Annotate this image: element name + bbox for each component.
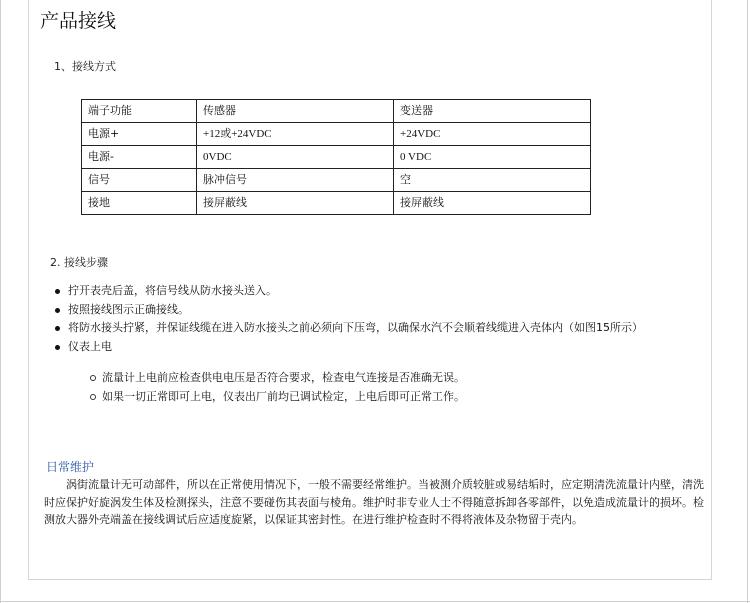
table-cell: 电源+ [82, 123, 197, 146]
table-cell: 接屏蔽线 [197, 192, 394, 215]
table-cell: 端子功能 [82, 100, 197, 123]
list-item [52, 338, 643, 357]
section-wiring-steps-heading: 2. 接线步骤 [50, 256, 108, 269]
table-row [82, 146, 591, 169]
step-text: 拧开表壳后盖，将信号线从防水接头送入。 [68, 284, 277, 297]
table-cell: 接地 [82, 192, 197, 215]
table-cell: 信号 [82, 169, 197, 192]
page-frame-left [0, 0, 1, 603]
step-text: 仪表上电 [68, 339, 112, 353]
bullet-icon [55, 308, 60, 313]
table-cell: 0VDC [197, 146, 394, 169]
substep-text: 如果一切正常即可上电，仪表出厂前均已调试检定，上电后即可正常工作。 [102, 389, 465, 403]
table-cell: 传感器 [197, 100, 394, 123]
substep-text: 流量计上电前应检查供电电压是否符合要求，检查电气连接是否准确无误。 [102, 371, 465, 384]
table-cell: 脉冲信号 [197, 169, 394, 192]
wiring-steps-list [52, 282, 643, 356]
table-row [82, 123, 591, 146]
table-cell: +12或+24VDC [197, 123, 394, 146]
wiring-table [81, 99, 591, 215]
step-text: 将防水接头拧紧，并保证线缆在进入防水接头之前必须向下压弯，以确保水汽不会顺着线缆进入壳体内（如图15所示） [68, 321, 643, 334]
step-text: 按照接线图示正确接线。 [68, 302, 189, 316]
list-item [52, 301, 643, 320]
page-title: 产品接线 [40, 10, 117, 32]
maintenance-heading: 日常维护 [46, 460, 95, 474]
table-cell: 0 VDC [394, 146, 591, 169]
bullet-icon [55, 289, 60, 294]
table-row [82, 192, 591, 215]
table-cell: 空 [394, 169, 591, 192]
power-on-substeps-list [90, 369, 465, 406]
page-frame-bottom [0, 601, 750, 602]
list-item [90, 369, 465, 388]
maintenance-paragraph: 涡街流量计无可动部件，所以在正常使用情况下，一般不需要经常维护。当被测介质较脏或易结垢时，应定期清洗流量计内壁，清洗时应保护好旋涡发生体及检测探头，注意不要碰伤其表面与棱角。维护时非专业人士不得随意拆卸各零部件，以免造成流量计的损坏。检测放大器外壳端盖在接线调试后应适度旋紧，以保证其密封性。在进行维护检查时不得将液体及杂物留于壳内。 [44, 478, 704, 526]
section-wiring-method-heading: 1、接线方式 [54, 60, 116, 73]
list-item [52, 319, 643, 338]
bullet-icon [55, 326, 60, 331]
page-frame-right [747, 0, 748, 603]
table-row [82, 169, 591, 192]
list-item [90, 388, 465, 407]
table-cell: +24VDC [394, 123, 591, 146]
table-header-row [82, 100, 591, 123]
hollow-bullet-icon [90, 375, 96, 381]
list-item [52, 282, 643, 301]
table-cell: 电源- [82, 146, 197, 169]
bullet-icon [55, 345, 60, 350]
table-cell: 变送器 [394, 100, 591, 123]
hollow-bullet-icon [90, 394, 96, 400]
table-cell: 接屏蔽线 [394, 192, 591, 215]
